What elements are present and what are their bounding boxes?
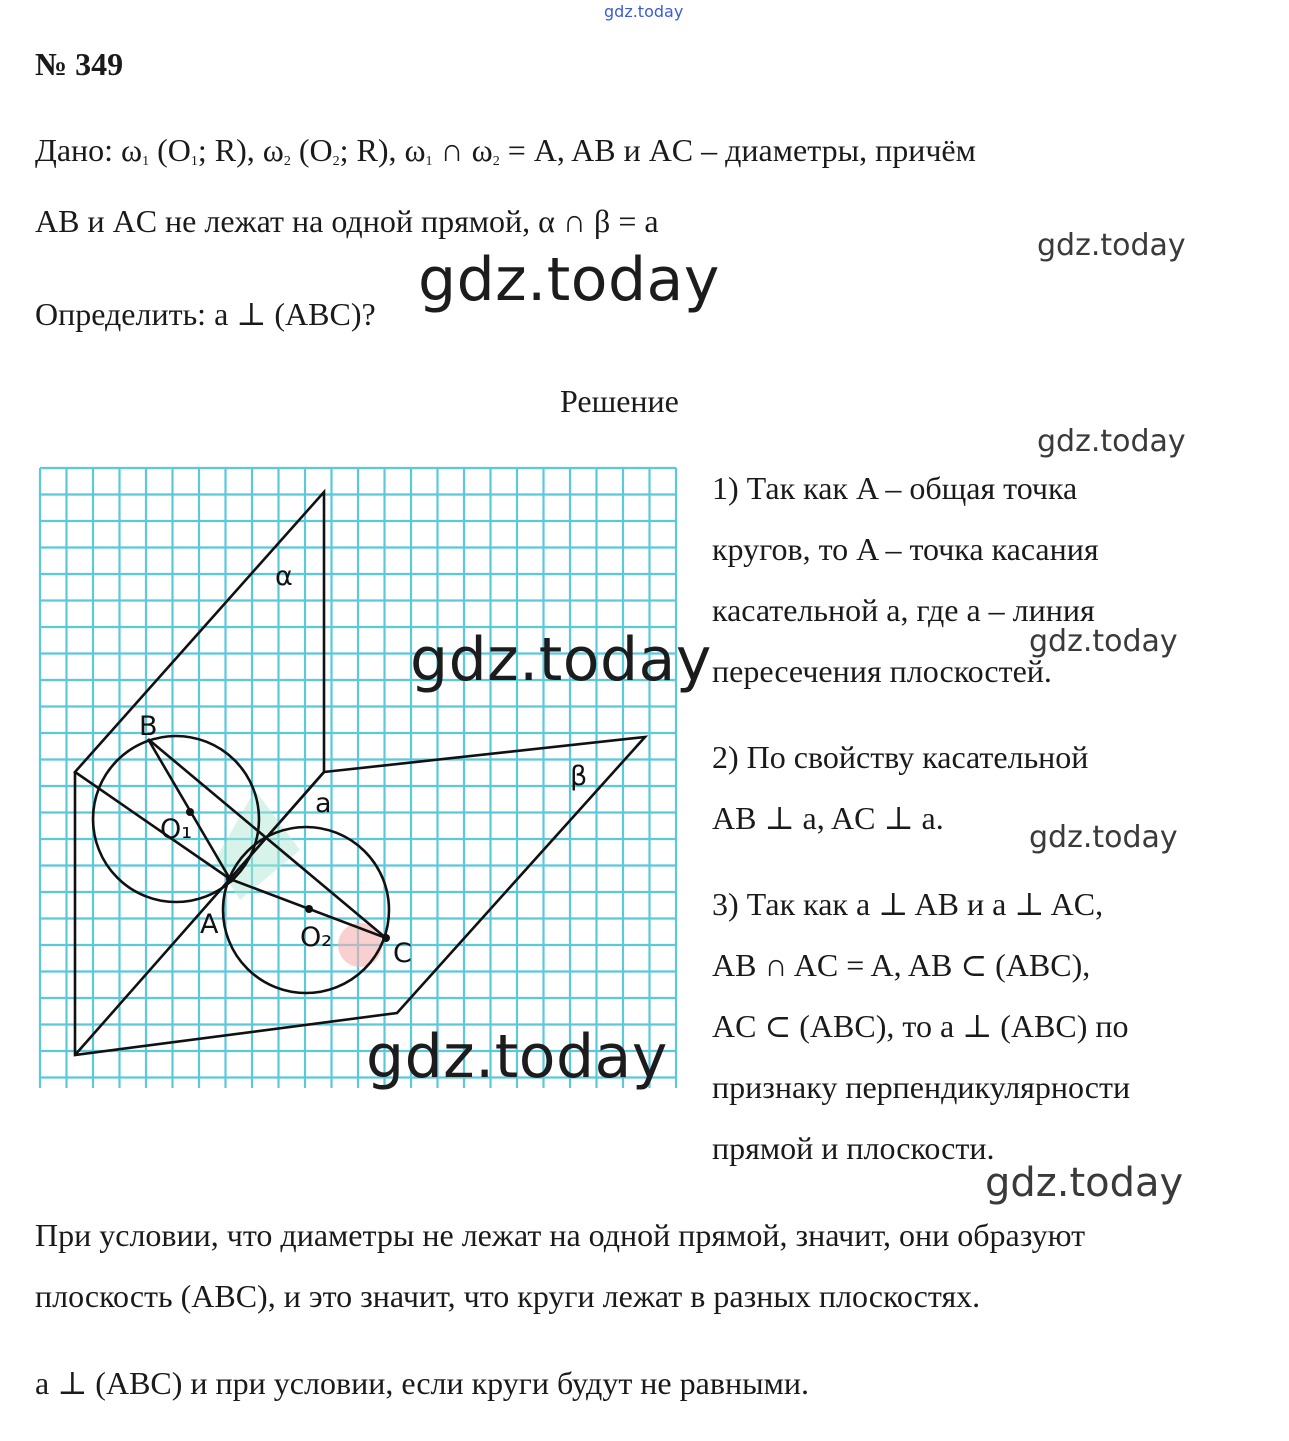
label-alpha: α xyxy=(275,561,293,592)
label-A: A xyxy=(200,909,219,940)
conclusion-line: При условии, что диаметры не лежат на одной прямой, значит, они образуют xyxy=(35,1217,1086,1253)
step-line: 3) Так как a ⊥ AB и a ⊥ AC, xyxy=(712,886,1104,922)
watermark: gdz.today xyxy=(410,625,712,695)
point-A xyxy=(226,875,234,883)
watermark: gdz.today xyxy=(366,1022,668,1092)
plane-beta xyxy=(75,737,645,1055)
geometry-figure xyxy=(0,0,700,1110)
point-C xyxy=(382,934,390,942)
find-question: Определить: a ⊥ (ABC)? xyxy=(35,296,376,332)
conclusion-line: a ⊥ (ABC) и при условии, если круги будут не равными. xyxy=(35,1365,809,1401)
step-line: 1) Так как A – общая точка xyxy=(712,470,1078,506)
line-a-lower xyxy=(75,879,230,1055)
watermark: gdz.today xyxy=(1029,624,1178,659)
step-line: AB ⊥ a, AC ⊥ a. xyxy=(712,800,944,836)
label-O2: O₂ xyxy=(300,922,333,953)
label-C: C xyxy=(393,938,412,969)
problem-number: № 349 xyxy=(35,46,124,82)
step-line: прямой и плоскости. xyxy=(712,1130,995,1166)
step-line: кругов, то A – точка касания xyxy=(712,531,1099,567)
watermark-top: gdz.today xyxy=(604,2,684,21)
step-line: касательной a, где a – линия xyxy=(712,592,1095,628)
watermark: gdz.today xyxy=(985,1160,1184,1206)
watermark: gdz.today xyxy=(1037,228,1186,263)
step-line: AB ∩ AC = A, AB ⊂ (ABC), xyxy=(712,947,1091,983)
conclusion-line: плоскость (ABC), и это значит, что круги лежат в разных плоскостях. xyxy=(35,1278,981,1314)
given-line-1: Дано: $\omega_1$ ($O_1$; R), $\omega_2$ ($O_2$; R), $\omega_1$ ∩ $\omega_2 = A$, AB и AC – диаметры, причём xyxy=(35,132,976,169)
step-line: AC ⊂ (ABC), то a ⊥ (ABC) по xyxy=(712,1008,1129,1044)
step-line: признаку перпендикулярности xyxy=(712,1069,1131,1105)
point-O2 xyxy=(305,905,313,913)
given-line-2: AB и AC не лежат на одной прямой, α ∩ β = a xyxy=(35,203,659,239)
label-O1: O₁ xyxy=(160,814,193,845)
step-line: пересечения плоскостей. xyxy=(712,653,1052,689)
label-B: B xyxy=(139,711,158,742)
watermark: gdz.today xyxy=(1029,820,1178,855)
watermark: gdz.today xyxy=(418,245,720,315)
solution-heading: Решение xyxy=(560,383,679,419)
step-line: 2) По свойству касательной xyxy=(712,739,1089,775)
label-line-a: a xyxy=(315,788,332,819)
watermark: gdz.today xyxy=(1037,424,1186,459)
label-beta: β xyxy=(570,761,588,792)
